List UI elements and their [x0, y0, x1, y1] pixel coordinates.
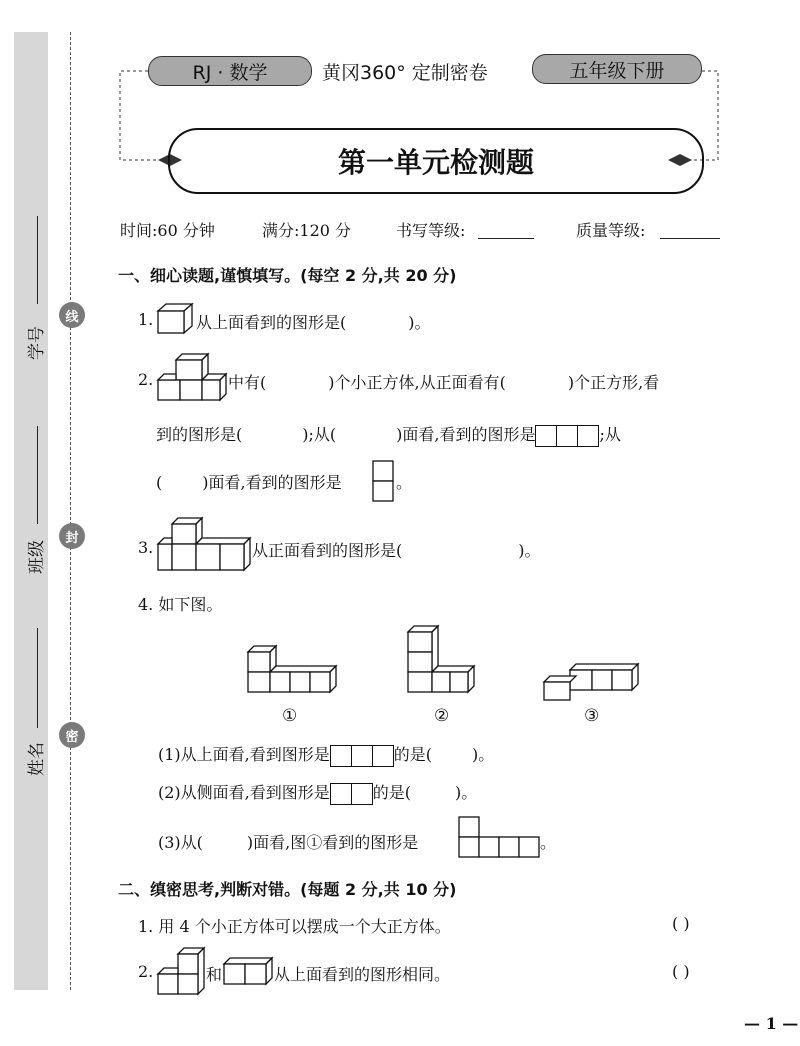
q2-line2 [156, 422, 621, 447]
q3-number: 3. [138, 538, 154, 557]
q4-sub3-view-shape [458, 816, 544, 860]
q4-sub1-a: (1)从上面看,看到图形是 [158, 745, 330, 764]
q2-three-square-view [535, 425, 599, 447]
q2-line3-a: ( [156, 473, 163, 492]
q2-line2-a: 到的图形是( [156, 425, 243, 444]
writing-grade-field[interactable] [478, 222, 534, 239]
grade-badge: 五年级下册 [532, 54, 702, 84]
q1-text-a: 从上面看到的图形是( [196, 313, 347, 332]
student-id-label: 学号 [27, 326, 47, 360]
series-name: 黄冈360° 定制密卷 [322, 62, 488, 84]
quality-grade-label: 质量等级: [576, 221, 646, 240]
q4-sub3 [158, 830, 418, 853]
section1-heading: 一、细心读题,谨慎填写。(每空 2 分,共 20 分) [118, 266, 457, 285]
q2-number: 2. [138, 370, 154, 389]
s2-q1-answer[interactable]: ( ) [672, 914, 690, 933]
q4-label-2: ② [434, 706, 450, 726]
class-label: 班级 [27, 540, 47, 574]
seal-line-mark: 线 [59, 302, 85, 328]
s2-q2-and: 和 [206, 965, 223, 984]
q4-sub2-two-squares [330, 783, 373, 805]
q2-line2-b: );从( [302, 425, 337, 444]
q3-text-b: )。 [518, 541, 541, 560]
q2-line1-c: )个正方形,看 [567, 373, 660, 392]
score-info: 满分:120 分 [262, 221, 352, 240]
q4-sub1-c: )。 [472, 745, 495, 764]
q4-sub1 [158, 742, 494, 767]
q1-text-b: )。 [408, 313, 431, 332]
q3-cube-figure [156, 516, 252, 572]
q4-intro: 4. 如下图。 [138, 595, 223, 614]
q4-figure-3 [542, 662, 642, 702]
quality-grade-field[interactable] [660, 222, 720, 239]
q2-line3-c: 。 [396, 473, 413, 492]
q4-label-1: ① [282, 706, 298, 726]
q4-sub2-c: )。 [455, 783, 478, 802]
seal-seal-mark: 封 [59, 523, 85, 549]
q4-sub2-a: (2)从侧面看,看到图形是 [158, 783, 330, 802]
s2-q2-figure-b [222, 956, 276, 988]
q3-text-a: 从正面看到的图形是( [252, 541, 403, 560]
q2-cube-figure [156, 352, 228, 404]
student-id-line [37, 216, 38, 304]
q2-line1 [228, 370, 659, 393]
q1-text [196, 310, 431, 333]
q2-line3-b: )面看,看到的图形是 [202, 473, 342, 492]
q4-sub1-three-squares [330, 745, 394, 767]
s2-q1-text: 1. 用 4 个小正方体可以摆成一个大正方体。 [138, 917, 451, 936]
q2-line2-c: )面看,看到的图形是 [396, 425, 536, 444]
q4-label-3: ③ [584, 706, 600, 726]
q4-sub3-b: )面看,图①看到的图形是 [246, 833, 419, 852]
subject-badge: RJ · 数学 [148, 56, 312, 86]
time-info: 时间:60 分钟 [120, 221, 215, 240]
q2-line1-b: )个小正方体,从正面看有( [328, 373, 506, 392]
name-label: 姓名 [27, 742, 47, 776]
seal-secret-mark: 密 [59, 722, 85, 748]
q4-sub3-c: 。 [540, 833, 557, 852]
name-line [37, 628, 38, 728]
q1-number: 1. [138, 310, 154, 329]
s2-q2-answer[interactable]: ( ) [672, 962, 690, 981]
q4-sub3-a: (3)从( [158, 833, 203, 852]
s2-q2-number: 2. [138, 962, 154, 981]
writing-grade-label: 书写等级: [396, 221, 466, 240]
q4-sub2-b: 的是( [372, 783, 412, 802]
q1-cube-figure [156, 302, 196, 336]
q2-line3 [156, 470, 342, 493]
q2-line2-d: ;从 [599, 425, 621, 444]
q4-figure-2 [404, 624, 474, 696]
page-title: 第一单元检测题 [168, 128, 704, 194]
s2-q2-text: 从上面看到的图形相同。 [274, 965, 451, 984]
q3-text [252, 538, 541, 561]
page-number: — 1 — [744, 1014, 799, 1033]
q4-figure-1 [244, 644, 344, 696]
section2-heading: 二、缜密思考,判断对错。(每题 2 分,共 10 分) [118, 880, 457, 899]
q4-sub2 [158, 780, 477, 805]
q2-stacked-square-view [372, 460, 396, 504]
s2-q2-figure-a [156, 946, 208, 996]
q4-sub1-b: 的是( [393, 745, 433, 764]
class-line [37, 426, 38, 524]
q2-line1-a: 中有( [228, 373, 267, 392]
